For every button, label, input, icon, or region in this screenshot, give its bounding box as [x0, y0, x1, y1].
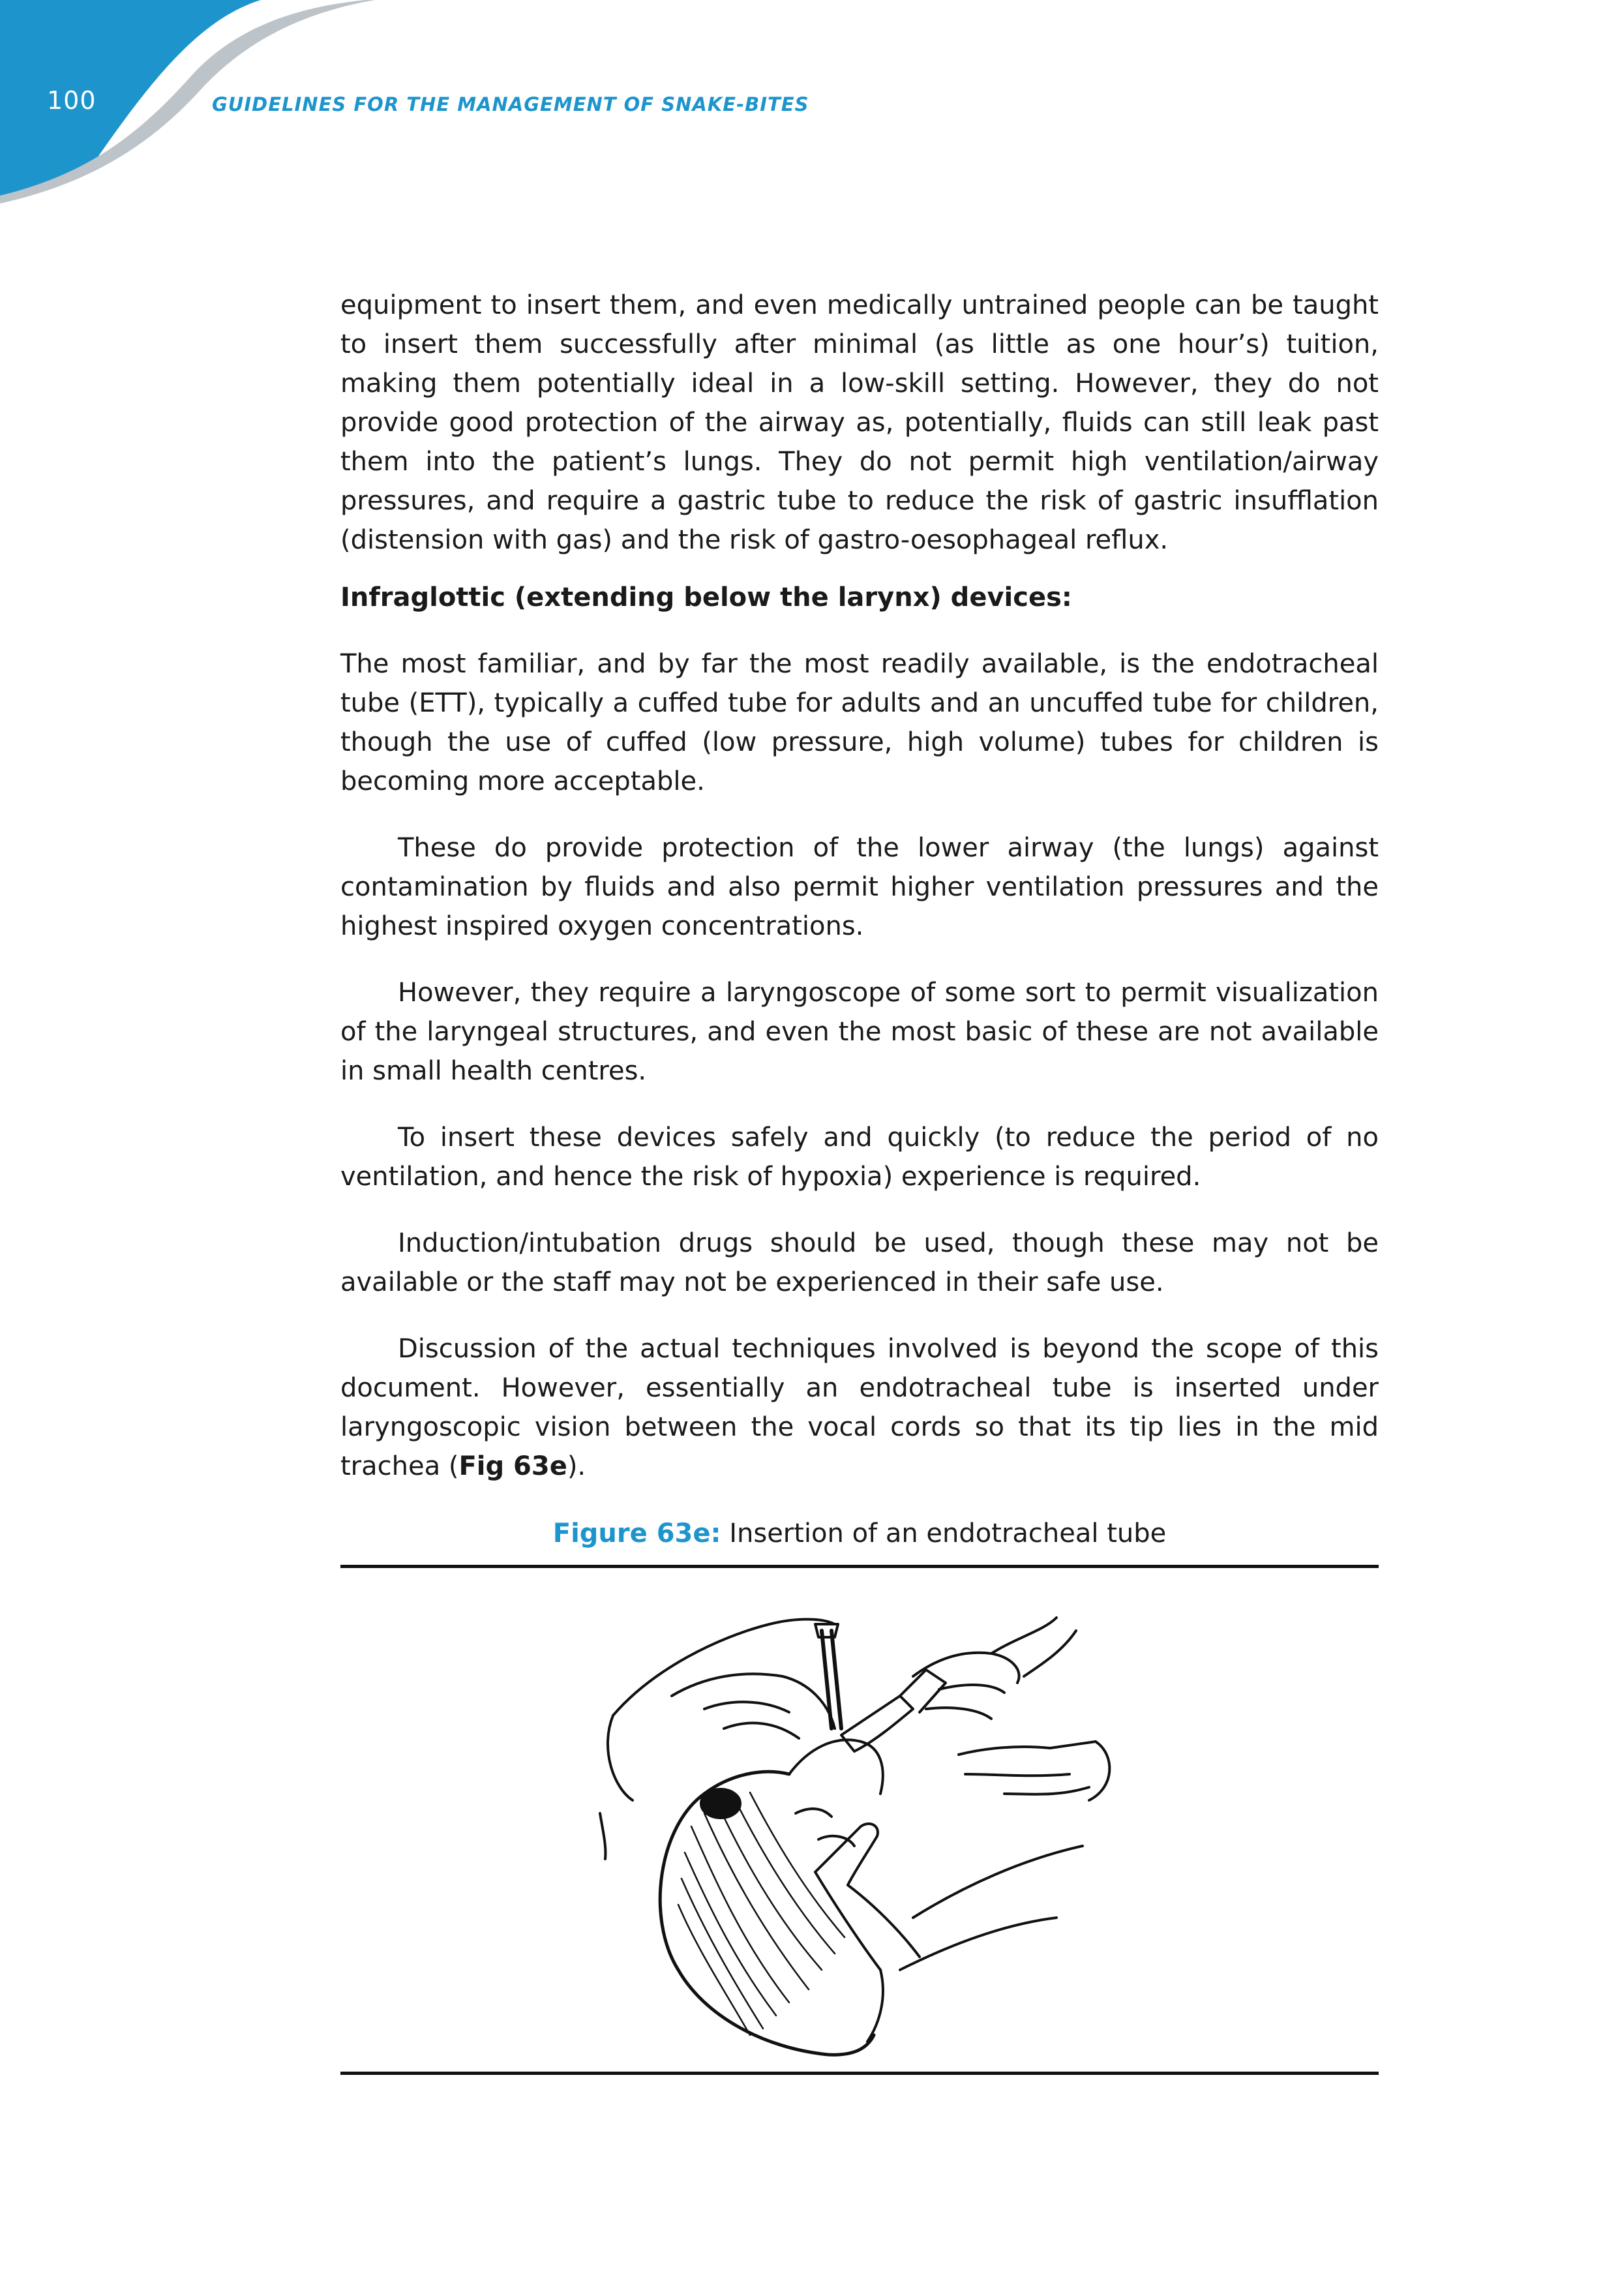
figure-top-rule — [340, 1565, 1379, 1568]
figure-caption — [340, 1515, 1379, 1552]
figure-caption-text: Insertion of an endotracheal tube — [729, 1518, 1167, 1548]
body-text — [340, 286, 1379, 1513]
running-title: GUIDELINES FOR THE MANAGEMENT OF SNAKE-BITES — [212, 93, 809, 115]
paragraph-text: Discussion of the actual techniques involved is beyond the scope of this document. However, essentially an endotracheal tube is inserted under laryngoscopic vision between the vocal cords so that its tip lies in the mid trachea ( — [340, 1334, 1379, 1481]
figure-label: Figure 63e: — [552, 1518, 721, 1548]
paragraph: To insert these devices safely and quickly (to reduce the period of no ventilation, and hence the risk of hypoxia) experience is required. — [340, 1123, 1379, 1192]
paragraph — [340, 1329, 1379, 1486]
figure-reference: Fig 63e — [458, 1451, 567, 1481]
page-number: 100 — [47, 86, 97, 115]
paragraph: However, they require a laryngoscope of some sort to permit visualization of the laryngeal structures, and even the most basic of these are not available in small health centres. — [340, 978, 1379, 1086]
paragraph: equipment to insert them, and even medically untrained people can be taught to insert them successfully after minimal (as little as one hour’s) tuition, making them potentially ideal in a low-skill setting. However, they do not provide good protection of the airway as, potentially, fluids can still leak past them into the patient’s lungs. They do not permit high ventilation/airway pressures, and require a gastric tube to reduce the risk of gastric insufflation (distension with gas) and the risk of gastro-oesophageal reflux. — [340, 290, 1379, 555]
paragraph: The most familiar, and by far the most readily available, is the endotracheal tube (ETT), typically a cuffed tube for adults and an uncuffed tube for children, though the use of cuffed (low pressure, high volume) tubes for children is becoming more acceptable. — [340, 649, 1379, 796]
figure-bottom-rule — [340, 2072, 1379, 2075]
paragraph-text: ). — [567, 1451, 586, 1481]
section-subheading: Infraglottic (extending below the larynx) devices: — [340, 582, 1072, 612]
paragraph: These do provide protection of the lower airway (the lungs) against contamination by fluids and also permit higher ventilation pressures and the highest inspired oxygen concentrations. — [340, 833, 1379, 941]
paragraph: Induction/intubation drugs should be used, though these may not be available or the staff may not be experienced in their safe use. — [340, 1228, 1379, 1297]
intubation-illustration — [574, 1578, 1161, 2061]
